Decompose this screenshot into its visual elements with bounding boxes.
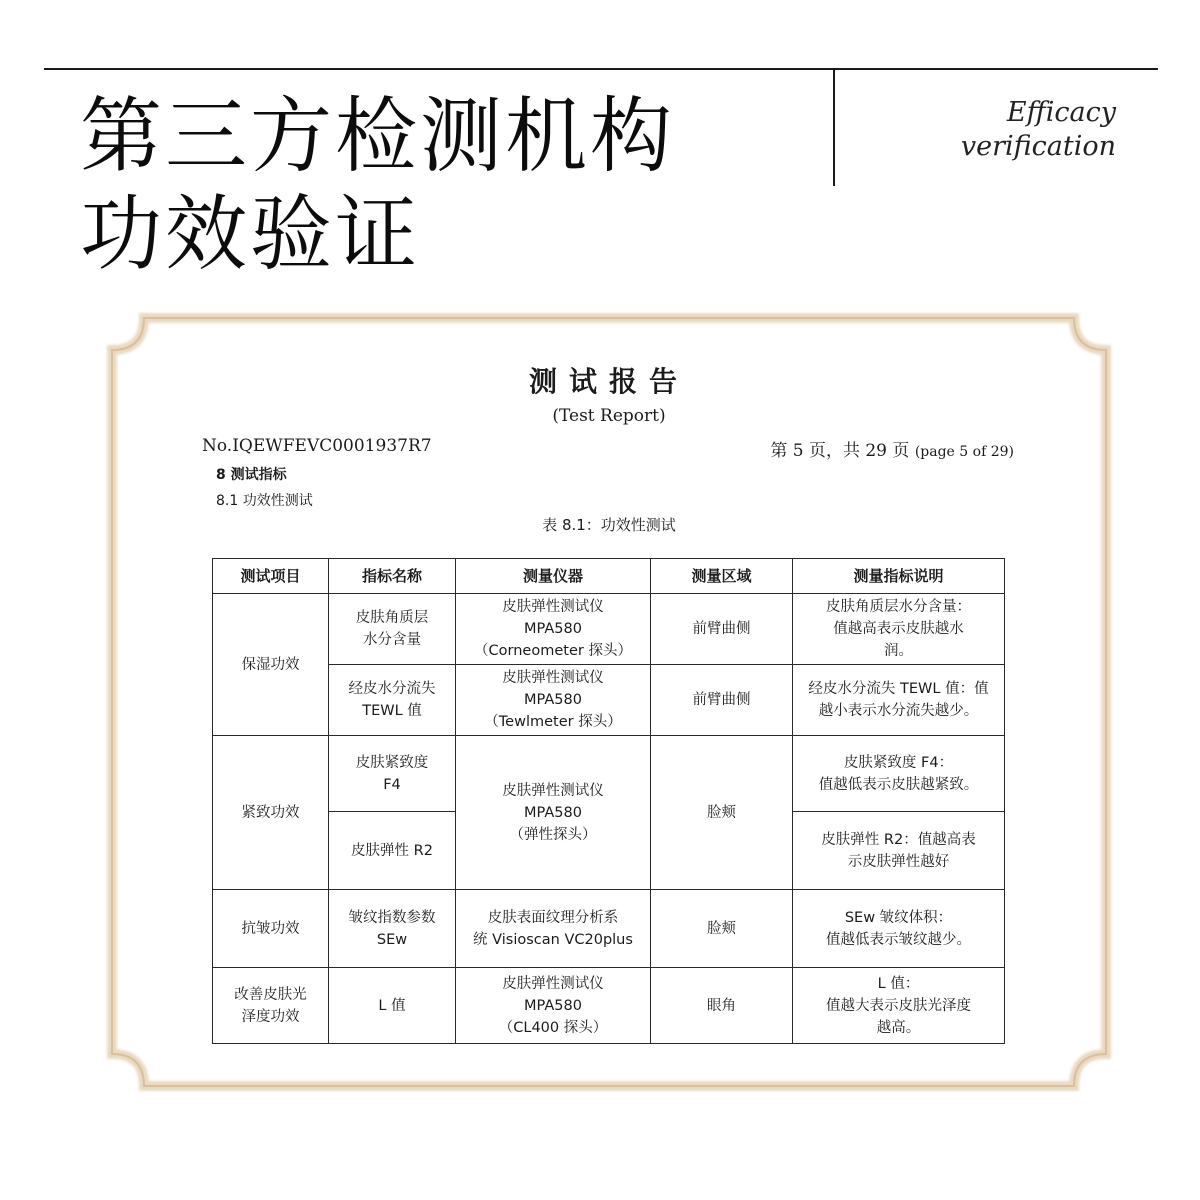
- instrument-cell: [456, 736, 651, 890]
- cell-line: 经皮水分流失: [348, 681, 436, 697]
- instrument-cell: [456, 665, 651, 736]
- cell-line: 皮肤弹性 R2: [351, 842, 433, 859]
- section-heading: 8 测试指标: [216, 467, 287, 483]
- cell-line: （弹性探头）: [509, 826, 597, 843]
- cell-line: 紧致功效: [241, 804, 300, 821]
- test-item-cell: [213, 968, 329, 1044]
- area-cell: [651, 665, 793, 736]
- headline-line-2: 功效验证: [80, 187, 421, 282]
- indicator-cell: [329, 736, 456, 812]
- cell-line: L 值: [378, 997, 406, 1014]
- cell-line: SEw: [376, 931, 408, 948]
- tagline-line-1: Efficacy: [1006, 97, 1116, 128]
- cell-line: 值越低表示皮肤越紧致。: [818, 776, 979, 793]
- cell-line: 皱纹指数参数: [348, 909, 436, 926]
- cell-line: MPA580: [524, 692, 582, 708]
- cell-line: 皮肤弹性测试仪: [502, 975, 604, 992]
- cell-line: 越小表示水分流失越少。: [818, 703, 979, 719]
- area-cell: [651, 890, 793, 968]
- table-row: [213, 968, 1005, 1044]
- report-subtitle: (Test Report): [552, 406, 666, 426]
- instrument-cell: [456, 968, 651, 1044]
- cell-line: MPA580: [524, 621, 582, 637]
- cell-line: SEw 皱纹体积：: [844, 909, 953, 926]
- cell-line: 前臂曲侧: [692, 621, 751, 637]
- instrument-cell: [456, 890, 651, 968]
- column-header: 指标名称: [329, 559, 456, 594]
- cell-line: 眼角: [707, 997, 736, 1014]
- cell-line: （Tewlmeter 探头）: [484, 714, 622, 730]
- column-header: 测量指标说明: [793, 559, 1005, 594]
- indicator-cell: [329, 665, 456, 736]
- cell-line: 皮肤紧致度 F4：: [843, 754, 954, 771]
- area-cell: [651, 968, 793, 1044]
- indicator-cell: [329, 812, 456, 890]
- cell-line: 统 Visioscan VC20plus: [473, 931, 633, 948]
- report-number: No.IQEWFEVC0001937R7: [202, 436, 432, 456]
- cell-line: 保湿功效: [241, 656, 300, 673]
- cell-line: F4: [383, 776, 401, 793]
- table-caption: 表 8.1：功效性测试: [542, 516, 676, 534]
- description-cell: [793, 812, 1005, 890]
- test-report-document: [96, 312, 1122, 1092]
- area-cell: [651, 736, 793, 890]
- cell-line: 皮肤角质层水分含量：: [826, 599, 971, 615]
- cell-line: 值越高表示皮肤越水: [833, 621, 964, 637]
- page-indicator-en: (page 5 of 29): [914, 444, 1014, 460]
- cell-line: 经皮水分流失 TEWL 值：值: [808, 681, 989, 697]
- test-item-cell: [213, 736, 329, 890]
- tagline-line-2: verification: [960, 131, 1116, 162]
- test-item-cell: [213, 594, 329, 736]
- cell-line: 皮肤弹性测试仪: [502, 782, 604, 799]
- page-indicator: [770, 436, 1014, 461]
- top-rule: [44, 68, 1158, 70]
- subsection-heading: 8.1 功效性测试: [216, 493, 313, 509]
- description-cell: [793, 665, 1005, 736]
- page-headline: [80, 88, 675, 284]
- report-title: 测试报告: [528, 365, 689, 398]
- description-cell: [793, 968, 1005, 1044]
- indicator-cell: [329, 594, 456, 665]
- cell-line: 皮肤角质层: [355, 610, 429, 626]
- cell-line: L 值：: [877, 975, 920, 992]
- efficacy-test-table: [212, 558, 1005, 1044]
- cell-line: （Corneometer 探头）: [474, 643, 632, 659]
- column-header: 测量仪器: [456, 559, 651, 594]
- cell-line: MPA580: [524, 804, 582, 821]
- cell-line: 脸颊: [707, 804, 736, 821]
- vertical-divider: [833, 70, 835, 186]
- table-row: [213, 736, 1005, 812]
- cell-line: 皮肤弹性 R2：值越高表: [821, 831, 976, 848]
- cell-line: 泽度功效: [241, 1008, 300, 1025]
- cell-line: （CL400 探头）: [498, 1019, 608, 1036]
- description-cell: [793, 890, 1005, 968]
- description-cell: [793, 594, 1005, 665]
- cell-line: 抗皱功效: [241, 920, 300, 937]
- cell-line: 水分含量: [363, 632, 421, 648]
- report-frame: [96, 312, 1122, 1092]
- table-row: [213, 594, 1005, 665]
- column-header: 测试项目: [213, 559, 329, 594]
- cell-line: 越高。: [876, 1019, 921, 1036]
- cell-line: 脸颊: [707, 920, 736, 937]
- area-cell: [651, 594, 793, 665]
- cell-line: MPA580: [524, 997, 582, 1014]
- cell-line: 值越大表示皮肤光泽度: [826, 997, 971, 1014]
- table-header-row: [213, 559, 1005, 594]
- column-header: 测量区域: [651, 559, 793, 594]
- table-row: [213, 890, 1005, 968]
- cell-line: 皮肤弹性测试仪: [502, 599, 604, 615]
- cell-line: 前臂曲侧: [692, 692, 751, 708]
- test-item-cell: [213, 890, 329, 968]
- cell-line: 皮肤紧致度: [355, 754, 429, 771]
- headline-line-1: 第三方检测机构: [80, 89, 676, 184]
- page-indicator-cn: 第 5 页，共 29 页: [770, 441, 910, 461]
- indicator-cell: [329, 968, 456, 1044]
- cell-line: 改善皮肤光: [234, 986, 307, 1003]
- cell-line: 皮肤表面纹理分析系: [487, 909, 619, 926]
- cell-line: 皮肤弹性测试仪: [502, 670, 604, 686]
- indicator-cell: [329, 890, 456, 968]
- cell-line: 示皮肤弹性越好: [847, 853, 950, 870]
- tagline: [961, 96, 1116, 164]
- description-cell: [793, 736, 1005, 812]
- cell-line: 值越低表示皱纹越少。: [826, 931, 971, 948]
- table-row: [213, 665, 1005, 736]
- cell-line: 润。: [884, 643, 913, 659]
- cell-line: TEWL 值: [362, 703, 422, 719]
- instrument-cell: [456, 594, 651, 665]
